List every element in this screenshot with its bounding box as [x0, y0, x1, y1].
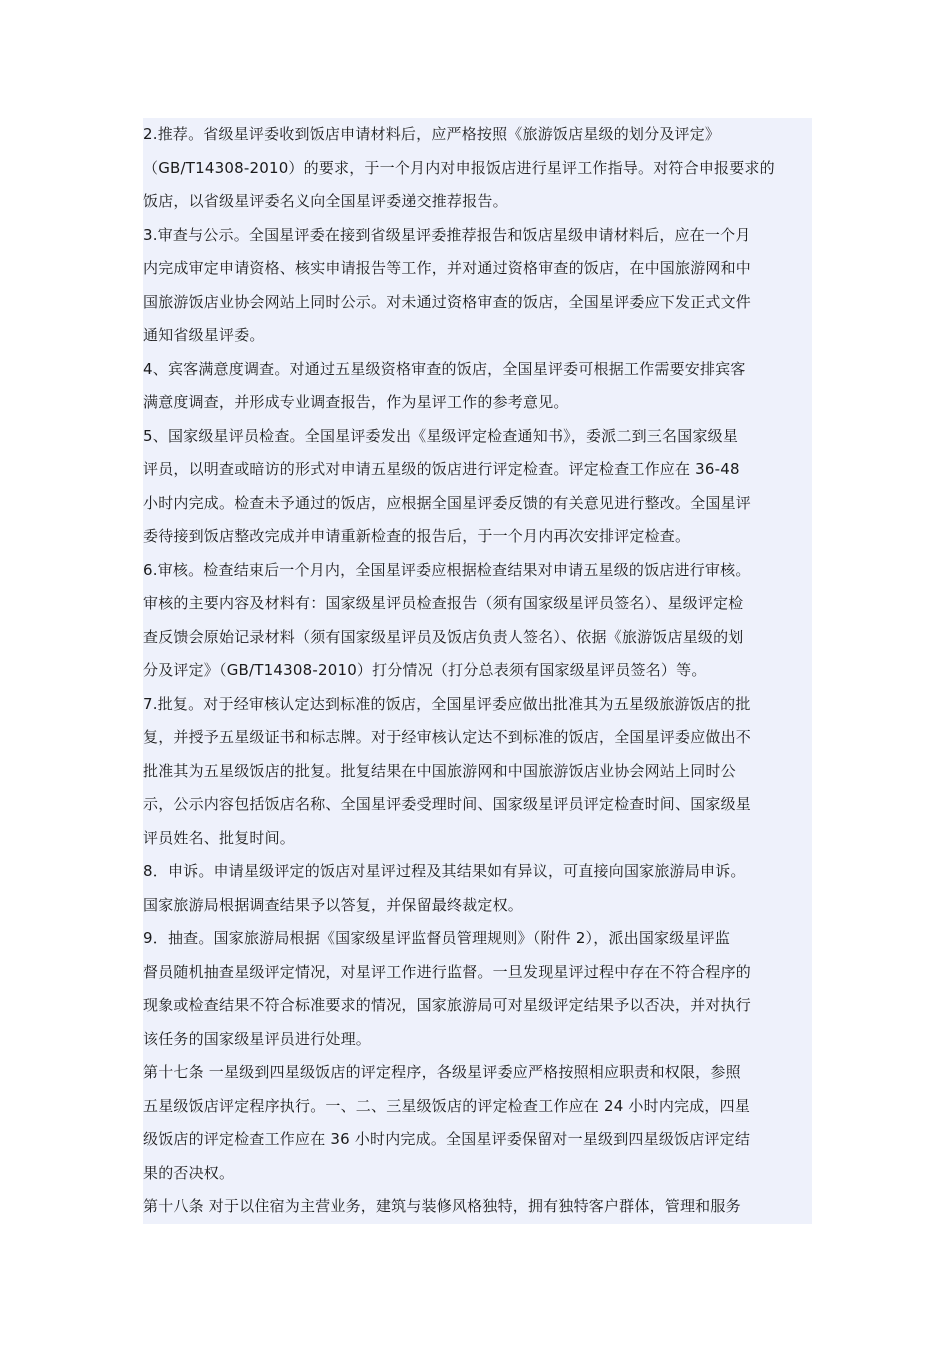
- text-line: 通知省级星评委。: [143, 319, 812, 353]
- text-line: 现象或检查结果不符合标准要求的情况，国家旅游局可对星级评定结果予以否决，并对执行: [143, 989, 812, 1023]
- text-line: 果的否决权。: [143, 1157, 812, 1191]
- paragraph: [143, 118, 812, 219]
- text-line: 批准其为五星级饭店的批复。批复结果在中国旅游网和中国旅游饭店业协会网站上同时公: [143, 755, 812, 789]
- paragraph: [143, 219, 812, 353]
- text-line: （GB/T14308-2010）的要求，于一个月内对申报饭店进行星评工作指导。对符合申报要求的: [143, 152, 812, 186]
- text-line: 第十八条 对于以住宿为主营业务，建筑与装修风格独特，拥有独特客户群体，管理和服务: [143, 1190, 812, 1224]
- text-line: 6.审核。检查结束后一个月内，全国星评委应根据检查结果对申请五星级的饭店进行审核。: [143, 554, 812, 588]
- text-line: 国家旅游局根据调查结果予以答复，并保留最终裁定权。: [143, 889, 812, 923]
- text-line: 复，并授予五星级证书和标志牌。对于经审核认定达不到标准的饭店，全国星评委应做出不: [143, 721, 812, 755]
- text-line: 委待接到饭店整改完成并申请重新检查的报告后，于一个月内再次安排评定检查。: [143, 520, 812, 554]
- paragraph: [143, 554, 812, 688]
- text-line: 满意度调查，并形成专业调查报告，作为星评工作的参考意见。: [143, 386, 812, 420]
- paragraph: [143, 420, 812, 554]
- paragraph: [143, 353, 812, 420]
- document-page: [143, 118, 812, 1224]
- paragraph: [143, 1190, 812, 1224]
- paragraph: [143, 855, 812, 922]
- text-line: 5、国家级星评员检查。全国星评委发出《星级评定检查通知书》，委派二到三名国家级星: [143, 420, 812, 454]
- text-line: 评员姓名、批复时间。: [143, 822, 812, 856]
- text-line: 五星级饭店评定程序执行。一、二、三星级饭店的评定检查工作应在 24 小时内完成，四星: [143, 1090, 812, 1124]
- text-line: 审核的主要内容及材料有：国家级星评员检查报告（须有国家级星评员签名）、星级评定检: [143, 587, 812, 621]
- text-line: 查反馈会原始记录材料（须有国家级星评员及饭店负责人签名）、依据《旅游饭店星级的划: [143, 621, 812, 655]
- text-line: 小时内完成。检查未予通过的饭店，应根据全国星评委反馈的有关意见进行整改。全国星评: [143, 487, 812, 521]
- text-line: 3.审查与公示。全国星评委在接到省级星评委推荐报告和饭店星级申请材料后，应在一个月: [143, 219, 812, 253]
- text-line: 7.批复。对于经审核认定达到标准的饭店，全国星评委应做出批准其为五星级旅游饭店的批: [143, 688, 812, 722]
- text-line: 第十七条 一星级到四星级饭店的评定程序，各级星评委应严格按照相应职责和权限，参照: [143, 1056, 812, 1090]
- text-line: 分及评定》（GB/T14308-2010）打分情况（打分总表须有国家级星评员签名）等。: [143, 654, 812, 688]
- paragraph: [143, 1056, 812, 1190]
- text-line: 9．抽查。国家旅游局根据《国家级星评监督员管理规则》（附件 2），派出国家级星评监: [143, 922, 812, 956]
- text-line: 内完成审定申请资格、核实申请报告等工作，并对通过资格审查的饭店，在中国旅游网和中: [143, 252, 812, 286]
- text-line: 2.推荐。省级星评委收到饭店申请材料后，应严格按照《旅游饭店星级的划分及评定》: [143, 118, 812, 152]
- text-line: 级饭店的评定检查工作应在 36 小时内完成。全国星评委保留对一星级到四星级饭店评定结: [143, 1123, 812, 1157]
- text-line: 4、宾客满意度调查。对通过五星级资格审查的饭店，全国星评委可根据工作需要安排宾客: [143, 353, 812, 387]
- text-line: 8．申诉。申请星级评定的饭店对星评过程及其结果如有异议，可直接向国家旅游局申诉。: [143, 855, 812, 889]
- text-line: 饭店，以省级星评委名义向全国星评委递交推荐报告。: [143, 185, 812, 219]
- text-line: 督员随机抽查星级评定情况，对星评工作进行监督。一旦发现星评过程中存在不符合程序的: [143, 956, 812, 990]
- paragraph: [143, 922, 812, 1056]
- text-line: 国旅游饭店业协会网站上同时公示。对未通过资格审查的饭店，全国星评委应下发正式文件: [143, 286, 812, 320]
- text-line: 评员，以明查或暗访的形式对申请五星级的饭店进行评定检查。评定检查工作应在 36-48: [143, 453, 812, 487]
- paragraph: [143, 688, 812, 856]
- text-line: 该任务的国家级星评员进行处理。: [143, 1023, 812, 1057]
- text-line: 示，公示内容包括饭店名称、全国星评委受理时间、国家级星评员评定检查时间、国家级星: [143, 788, 812, 822]
